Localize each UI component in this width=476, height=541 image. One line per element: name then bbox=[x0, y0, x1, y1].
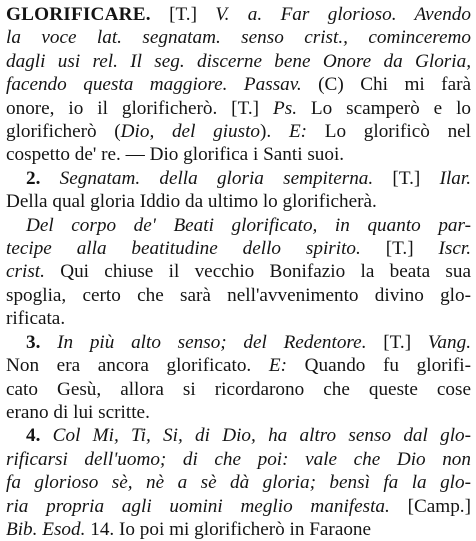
text-run: Quando fu glorifi- bbox=[287, 355, 471, 377]
text-line bbox=[6, 143, 471, 166]
text-run: E: bbox=[288, 121, 308, 143]
text-line bbox=[6, 518, 471, 541]
text-line bbox=[6, 120, 471, 143]
text-run: Dio, del giusto bbox=[120, 121, 261, 143]
text-run: rificata. bbox=[6, 308, 66, 330]
text-run bbox=[40, 332, 57, 353]
sense-number: 2. bbox=[26, 167, 41, 189]
text-line bbox=[6, 471, 471, 494]
text-run: [T.] bbox=[360, 238, 439, 260]
text-run: [Camp.] bbox=[389, 495, 471, 517]
text-run: cospetto de' re. — Dio glorifica i Santi suoi. bbox=[6, 144, 345, 166]
text-run: Vang. bbox=[427, 331, 472, 353]
text-line bbox=[6, 237, 471, 260]
text-run: tecipe alla beatitudine dello spirito. bbox=[6, 238, 361, 260]
text-run: E: bbox=[268, 355, 287, 377]
text-line bbox=[6, 424, 471, 447]
text-run: Bib. Esod. bbox=[6, 518, 86, 540]
text-line bbox=[6, 307, 471, 330]
text-run: V. a. Far glorioso. Avendo bbox=[215, 4, 471, 25]
text-run: spoglia, certo che sarà nell'avvenimento divino glo- bbox=[6, 284, 471, 306]
text-run: Ilar. bbox=[439, 167, 472, 189]
text-line bbox=[6, 354, 471, 377]
text-line bbox=[6, 378, 471, 401]
text-run: crist. bbox=[6, 261, 45, 283]
text-run: Col Mi, Ti, Si, di Dio, ha altro senso dal glo- bbox=[52, 425, 472, 447]
text-run: erano di lui scritte. bbox=[6, 401, 150, 423]
text-line bbox=[6, 331, 471, 354]
text-line bbox=[6, 26, 471, 49]
sense-number: 3. bbox=[26, 331, 41, 353]
text-line bbox=[6, 167, 471, 190]
text-line bbox=[6, 50, 471, 73]
text-line bbox=[6, 401, 471, 424]
text-run bbox=[40, 425, 52, 446]
text-line bbox=[6, 448, 471, 471]
text-run: cato Gesù, allora si ricordarono che queste cose bbox=[6, 378, 471, 400]
text-run: [T.] bbox=[373, 167, 440, 189]
text-run: Qui chiuse il vecchio Bonifazio la beata sua bbox=[44, 261, 471, 283]
text-run: Lo scamperò e lo bbox=[296, 97, 472, 119]
text-run: Del corpo de' Beati glorificato, in quanto par- bbox=[26, 214, 471, 236]
text-run: 14. Io poi mi glorificherò in Faraone bbox=[85, 518, 372, 540]
text-line bbox=[6, 97, 471, 120]
text-line bbox=[6, 73, 471, 96]
text-run: In più alto senso; del Redentore. bbox=[57, 331, 367, 353]
text-run: Lo glorificò nel bbox=[307, 121, 472, 143]
text-run: Ps. bbox=[273, 97, 297, 119]
text-run: rificarsi dell'uomo; di che poi: vale che Dio non bbox=[6, 448, 471, 470]
sense-number: 4. bbox=[26, 425, 41, 447]
text-run: (C) Chi mi farà bbox=[301, 74, 471, 96]
text-run: Della qual gloria Iddio da ultimo lo glorificherà. bbox=[6, 191, 377, 213]
text-line bbox=[6, 3, 471, 26]
text-run: facendo questa maggiore. Passav. bbox=[6, 74, 302, 96]
text-run: ). bbox=[260, 121, 289, 143]
text-run: [T.] bbox=[150, 4, 216, 25]
text-line bbox=[6, 260, 471, 283]
text-run: Segnatam. della gloria sempiterna. bbox=[59, 167, 374, 189]
text-run: Iscr. bbox=[438, 238, 471, 260]
text-run: ria propria agli uomini meglio manifesta. bbox=[6, 495, 390, 517]
text-run: [T.] bbox=[366, 331, 428, 353]
text-run: onore, io il glorificherò. [T.] bbox=[6, 97, 273, 119]
text-line bbox=[6, 495, 471, 518]
text-run: glorificherò ( bbox=[6, 121, 121, 143]
text-run: fa glorioso sè, nè a sè dà gloria; bensì fa la glo- bbox=[6, 472, 471, 494]
text-run: la voce lat. segnatam. senso crist., cominceremo bbox=[6, 27, 471, 49]
text-line bbox=[6, 284, 471, 307]
text-line bbox=[6, 190, 471, 213]
text-run: dagli usi rel. Il seg. discerne bene Onore da Gloria, bbox=[6, 50, 471, 72]
text-run bbox=[40, 168, 59, 189]
text-line bbox=[6, 214, 471, 237]
headword: GLORIFICARE. bbox=[6, 4, 151, 25]
text-run: Non era ancora glorificato. bbox=[6, 355, 269, 377]
